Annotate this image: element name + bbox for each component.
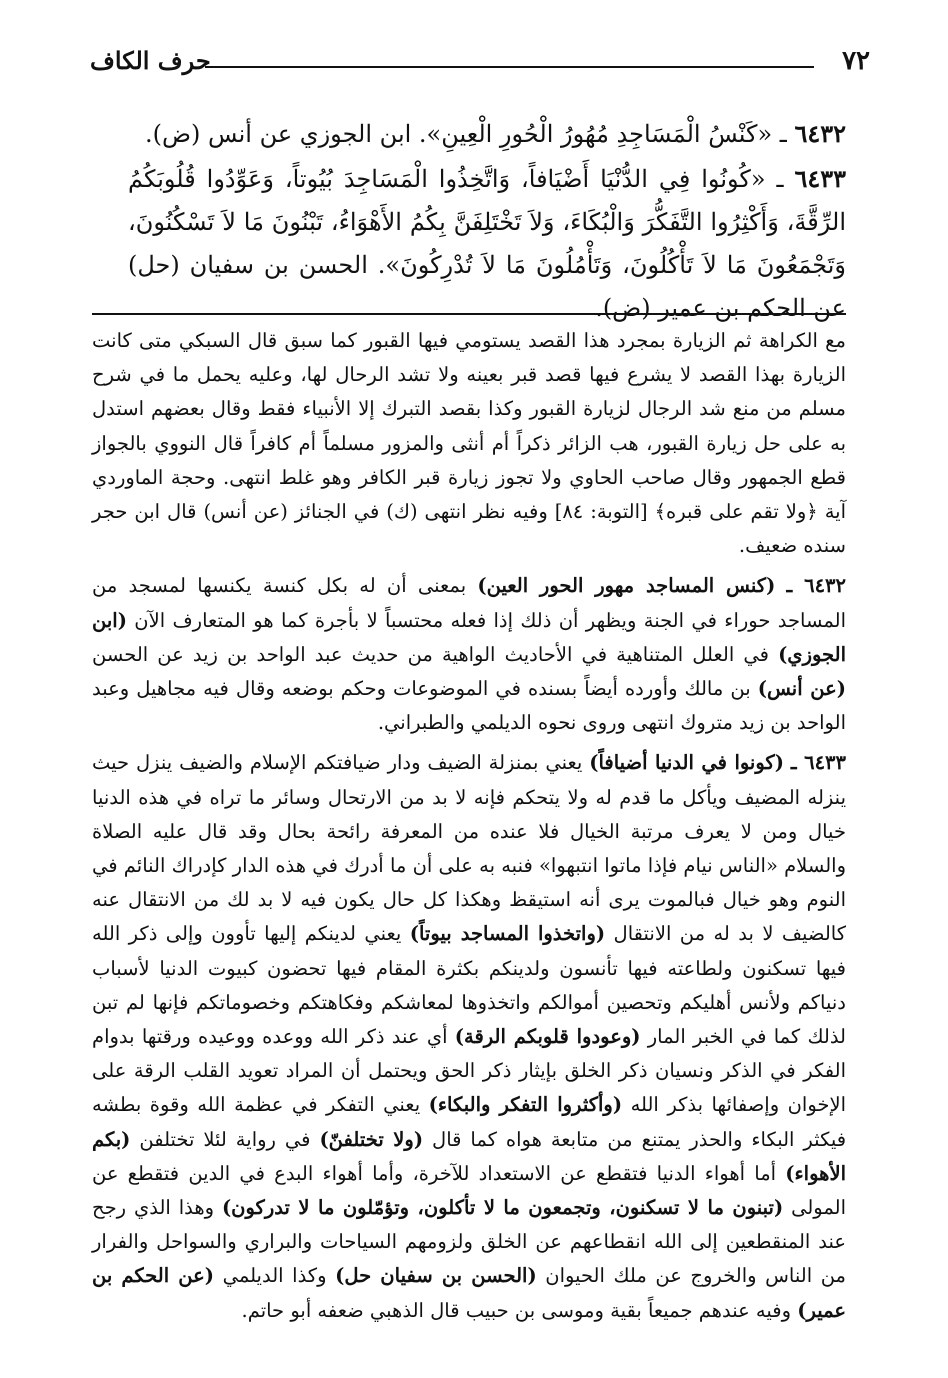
source-ref: (عن أنس) [757, 677, 846, 701]
hadith-number: ٦٤٣٣ [794, 164, 846, 193]
entry-number: ٦٤٣٣ ـ [790, 751, 846, 775]
lemma: (واتخذوا المساجد بيوتاً) [409, 922, 606, 946]
page-number: ٧٢ [842, 46, 870, 76]
footnote-separator [92, 313, 846, 315]
hadith-text: ٦٤٣٢ ـ «كَنْسُ الْمَسَاجِدِ مُهُورُ الْحُورِ الْعِينِ». ابن الجوزي عن أنس (ض). [145, 119, 846, 148]
entry-number: ٦٤٣٢ ـ [786, 574, 846, 598]
hadith-number: ٦٤٣٢ [794, 119, 846, 148]
lemma: (كونوا في الدنيا أضيافاً) [589, 751, 784, 775]
lemma: (كنس المساجد مهور الحور العين) [477, 574, 776, 598]
source-ref: (ابن الجوزي) [92, 608, 847, 666]
header-rule [205, 66, 814, 68]
chapter-title: حرف الكاف [90, 46, 211, 75]
commentary-paragraph: مع الكراهة ثم الزيارة بمجرد هذا القصد يستومي فيها القبور كما سبق قال السبكي متى كانت الزيارة بهذا القصد لا يشرع فيها قصد قبر بعينه ولا تشد الرحال لها، وعليه يحمل ما في شرح مسلم من منع شد الرجال لزيارة القبور وكذا بقصد التبرك إلا الأنبياء فقط وقال بعضهم استدل به على حل زيارة القبور، هب الزائر ذكراً أم أنثى والمزور مسلماً أم كافراً قال النووي بالجواز قطع الجمهور وقال صاحب الحاوي ولا تجوز زيارة قبر الكافر وهو غلط انتهى. وحجة الماوردي آية ﴿ولا تقم على قبره﴾ [التوبة: ٨٤] وفيه نظر انتهى (ك) في الجنائز (عن أنس) قال ابن حجر سنده ضعيف. [92, 329, 846, 558]
source-ref: (الحسن بن سفيان حل) [335, 1264, 537, 1288]
lemma: (وأكثروا التفكر والبكاء) [428, 1093, 623, 1117]
hadith-6432 [128, 112, 846, 156]
hadith-body: «كَنْسُ الْمَسَاجِدِ مُهُورُ الْحُورِ الْعِينِ». ابن الجوزي عن أنس (ض). [145, 120, 773, 148]
commentary-paragraph: ٦٤٣٣ ـ (كونوا في الدنيا أضيافاً) يعني بمنزلة الضيف ودار ضيافتكم الإسلام والضيف ينزل حيث ينزله المضيف ويأكل ما قدم له ولا يتحكم فإنه لا بد من الارتحال وسائر ما تراه في هذه الدنيا خيال ومن لا يعرف مرتبة الخيال فلا عنده من المعرفة رائحة بحال وقد قال عليه الصلاة والسلام «الناس نيام فإذا ماتوا انتبهوا» فنبه به على أن ما أدرك في هذه الدار كإدراك النائم في النوم وهو خيال فبالموت يرى أنه استيقظ وهكذا كل حال يكون فيه لا بد لك من الانتقال عنه كالضيف لا بد له من الانتقال (واتخذوا المساجد بيوتاً) يعني لدينكم إليها تأوون وإلى ذكر الله فيها تسكنون ولطاعته فيها تأنسون ولدينكم بكثرة المقام فيها تحضون كبيوت الدنيا لأسباب دنياكم ولأنس أهليكم وتحصين أموالكم واتخذوها لمعاشكم وفكاهتكم وخصوماتكم فإنها لم تبن لذلك كما في الخبر المار (وعودوا قلوبكم الرقة) أي عند ذكر الله ووعده ووعيده ورقتها بدوام الفكر في الذكر ونسيان ذكر الخلق بإيثار ذكر الحق ويحتمل أن المراد تعويد القلب الرقة على الإخوان وإصفائها بذكر الله (وأكثروا التفكر والبكاء) يعني التفكر في عظمة الله وقوة بطشه فيكثر البكاء والحذر يمتنع من متابعة هواه كما قال (ولا تختلفنّ) في رواية لئلا تختلفن (بكم الأهواء) أما أهواء الدنيا فتقطع عن الاستعداد للآخرة، وأما أهواء البدع في الدين فتقطع عن المولى (تبنون ما لا تسكنون، وتجمعون ما لا تأكلون، وتؤمّلون ما لا تدركون) وهذا الذي رجح عند المنقطعين إلى الله انقطاعهم عن الخلق ولزومهم السياحات والبراري والسواحل والفرار من الناس والخروج عن ملك الحيوان (الحسن بن سفيان حل) وكذا الديلمي (عن الحكم بن عمير) وفيه عندهم جميعاً بقية وموسى بن حبيب قال الذهبي ضعفه أبو حاتم. [92, 751, 847, 1322]
source-ref: (عن الحكم بن عمير) [92, 1264, 846, 1322]
lemma: (وعودوا قلوبكم الرقة) [454, 1025, 641, 1049]
hadith-6433 [128, 157, 846, 330]
commentary-paragraph: ٦٤٣٢ ـ (كنس المساجد مهور الحور العين) بمعنى أن له بكل كنسة يكنسها لمسجد من المساجد حوراء في الجنة ويظهر أن ذلك إذا فعله محتسباً لا بأجرة كما هو المتعارف الآن (ابن الجوزي) في العلل المتناهية في الأحاديث الواهية من حديث عبد الواحد بن زيد عن الحسن (عن أنس) بن مالك وأورده أيضاً بسنده في الموضوعات وحكم بوضعه وقال فيه مجاهيل وعبد الواحد بن زيد متروك انتهى وروى نحوه الديلمي والطبراني. [92, 574, 847, 735]
commentary [92, 324, 846, 1334]
hadith-body: «كُونُوا فِي الدُّنْيَا أَضْيَافاً، وَاتَّخِذُوا الْمَسَاجِدَ بُيُوتاً، وَعَوِّدُوا قُلُوبَكُمُ الرِّقَّةَ، وَأَكْثِرُوا التَّفَكُّرَ وَالْبُكَاءَ، وَلاَ تَخْتَلِفَنَّ بِكُمُ الأَهْوَاءُ، تَبْنُونَ مَا لاَ تَسْكُنُونَ، وَتَجْمَعُونَ مَا لاَ تَأْكُلُونَ، وَتَأْمُلُونَ مَا لاَ تُدْرِكُونَ». الحسن بن سفيان (حل) عن الحكم بن عمير (ض). [128, 165, 846, 322]
hadith-text: ٦٤٣٣ ـ «كُونُوا فِي الدُّنْيَا أَضْيَافاً، وَاتَّخِذُوا الْمَسَاجِدَ بُيُوتاً، وَعَوِّدُوا قُلُوبَكُمُ الرِّقَّةَ، وَأَكْثِرُوا التَّفَكُّرَ وَالْبُكَاءَ، وَلاَ تَخْتَلِفَنَّ بِكُمُ الأَهْوَاءُ، تَبْنُونَ مَا لاَ تَسْكُنُونَ، وَتَجْمَعُونَ مَا لاَ تَأْكُلُونَ، وَتَأْمُلُونَ مَا لاَ تُدْرِكُونَ». الحسن بن سفيان (حل) عن الحكم بن عمير (ض). [128, 164, 846, 322]
lemma: (تبنون ما لا تسكنون، وتجمعون ما لا تأكلون، وتؤمّلون ما لا تدركون) [221, 1196, 784, 1220]
lemma: (ولا تختلفنّ) [319, 1127, 424, 1151]
lemma: (بكم الأهواء) [92, 1127, 846, 1185]
page-header [90, 44, 870, 84]
